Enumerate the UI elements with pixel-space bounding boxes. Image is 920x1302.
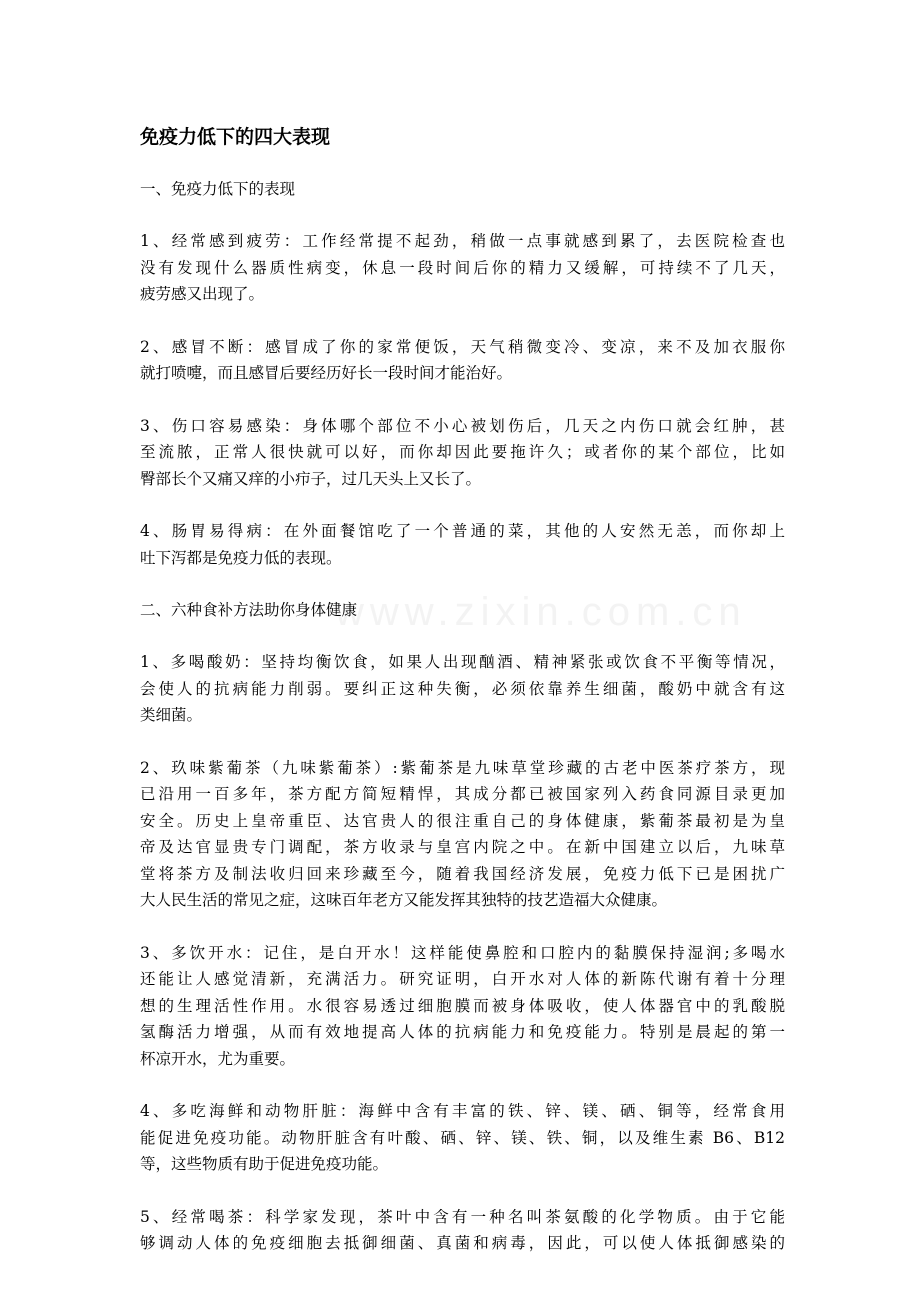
text-line: 1、多喝酸奶：坚持均衡饮食，如果人出现酗酒、精神紧张或饮食不平衡等情况，: [140, 653, 785, 671]
paragraph: [140, 228, 785, 308]
text-line: 4、多吃海鲜和动物肝脏：海鲜中含有丰富的铁、锌、镁、硒、铜等，经常食用: [140, 1102, 785, 1120]
text-line: 杯凉开水，尤为重要。: [140, 1049, 296, 1068]
text-line: 还能让人感觉清新，充满活力。研究证明，白开水对人体的新陈代谢有着十分理: [140, 970, 785, 988]
text-line: 没有发现什么器质性病变，休息一段时间后你的精力又缓解，可持续不了几天，: [140, 258, 785, 277]
text-line: 安全。历史上皇帝重臣、达官贵人的很注重自己的身体健康，紫葡茶最初是为皇: [140, 811, 785, 830]
text-line: 疲劳感又出现了。: [140, 285, 265, 303]
paragraph: [140, 755, 785, 914]
section-heading: 二、六种食补方法助你身体健康: [140, 601, 358, 619]
text-line: 3、多饮开水：记住，是白开水！这样能使鼻腔和口腔内的黏膜保持湿润;多喝水: [140, 943, 785, 962]
text-line: 等，这些物质有助于促进免疫功能。: [140, 1155, 389, 1173]
text-line: 想的生理活性作用。水很容易透过细胞膜而被身体吸收，使人体器官中的乳酸脱: [140, 996, 785, 1015]
paragraph: [140, 1098, 785, 1178]
text-line: 氢酶活力增强，从而有效地提高人体的抗病能力和免疫能力。特别是晨起的第一: [140, 1023, 785, 1041]
text-line: 就打喷嚏，而且感冒后要经历好长一段时间才能治好。: [140, 364, 513, 382]
text-line: 2、玖味紫葡茶（九味紫葡茶）:紫葡茶是九味草堂珍藏的古老中医茶疗茶方，现: [140, 758, 785, 777]
text-line: 类细菌。: [140, 706, 203, 724]
text-line: 臀部长个又痛又痒的小疖子，过几天头上又长了。: [140, 469, 482, 488]
document-body: [140, 176, 785, 1257]
paragraph: [140, 413, 785, 493]
document-page: [140, 120, 785, 1283]
text-line: 够调动人体的免疫细胞去抵御细菌、真菌和病毒，因此，可以使人体抵御感染的: [140, 1234, 785, 1252]
text-line: 3、伤口容易感染：身体哪个部位不小心被划伤后，几天之内伤口就会红肿，甚: [140, 416, 785, 435]
text-line: 至流脓，正常人很快就可以好，而你却因此要拖许久；或者你的某个部位，比如: [140, 443, 785, 461]
text-line: 2、感冒不断：感冒成了你的家常便饭，天气稍微变冷、变凉，来不及加衣服你: [140, 337, 785, 356]
paragraph: [140, 649, 785, 729]
paragraph: [140, 940, 785, 1073]
text-line: 帝及达官显贵专门调配，茶方收录与皇宫内院之中。在新中国建立以后，九味草: [140, 838, 785, 856]
text-line: 已沿用一百多年，茶方配方简短精悍，其成分都已被国家列入药食同源目录更加: [140, 785, 785, 803]
paragraph: [140, 334, 785, 387]
text-line: 能促进免疫功能。动物肝脏含有叶酸、硒、锌、镁、铁、铜，以及维生素 B6、B12: [140, 1128, 785, 1147]
text-line: 4、肠胃易得病：在外面餐馆吃了一个普通的菜，其他的人安然无恙，而你却上: [140, 522, 785, 540]
document-title: 免疫力低下的四大表现: [140, 126, 331, 148]
paragraph: [140, 1204, 785, 1257]
watermark: www.zixin.com.cn: [335, 590, 747, 634]
text-line: 5、经常喝茶：科学家发现，茶叶中含有一种名叫茶氨酸的化学物质。由于它能: [140, 1207, 785, 1226]
text-line: 堂将茶方及制法收归回来珍藏至今，随着我国经济发展，免疫力低下已是困扰广: [140, 864, 785, 883]
section-heading: 一、免疫力低下的表现: [140, 180, 296, 198]
paragraph: [140, 518, 785, 571]
text-line: 1、经常感到疲劳：工作经常提不起劲，稍做一点事就感到累了，去医院检查也: [140, 232, 785, 250]
text-line: 吐下泻都是免疫力低的表现。: [140, 548, 342, 567]
text-line: 会使人的抗病能力削弱。要纠正这种失衡，必须依靠养生细菌，酸奶中就含有这: [140, 679, 785, 698]
text-line: 大人民生活的常见之症，这味百年老方又能发挥其独特的技艺造福大众健康。: [140, 891, 668, 909]
